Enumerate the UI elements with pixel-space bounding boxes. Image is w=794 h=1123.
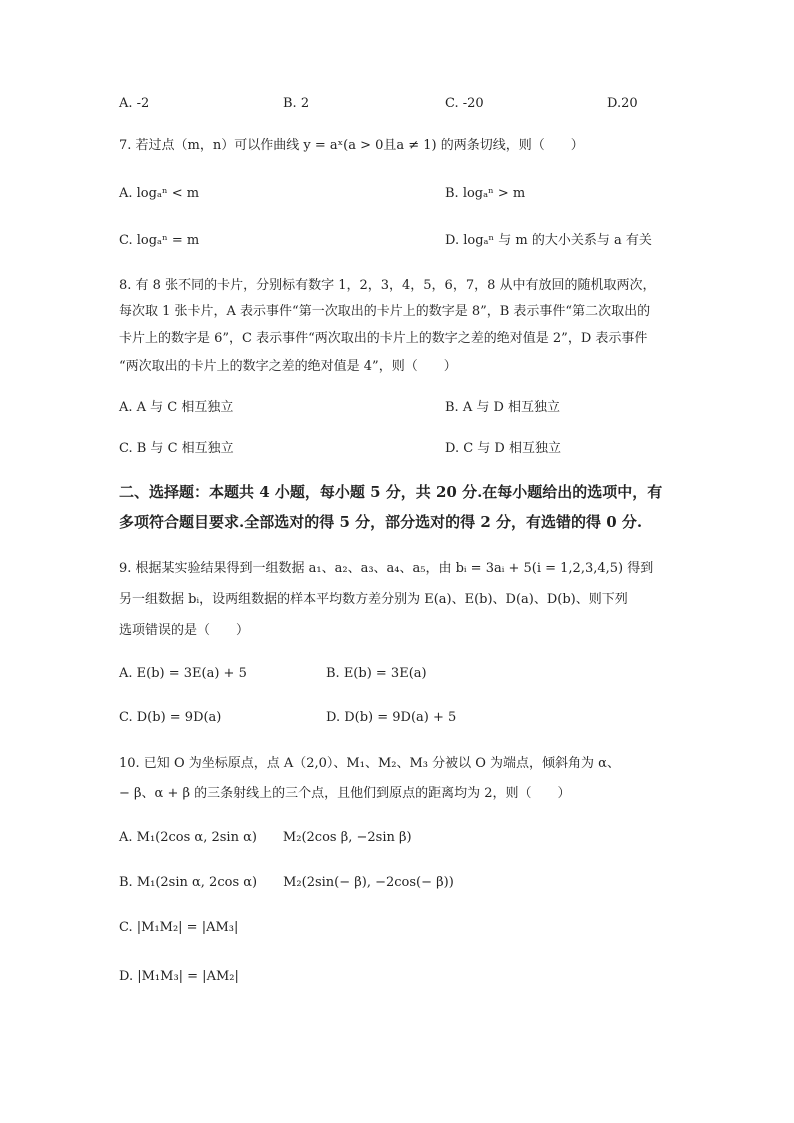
q10-option-a: A. M₁(2cos α, 2sin α) M₂(2cos β, −2sin β) — [119, 830, 412, 845]
q10-stem-line-1: 10. 已知 O 为坐标原点，点 A（2,0）、M₁、M₂、M₃ 分被以 O 为端点，倾斜角为 α、 — [119, 756, 620, 771]
q7-option-c: C. logₐⁿ = m — [119, 233, 200, 248]
q8-option-b: B. A 与 D 相互独立 — [445, 400, 561, 415]
q9-option-d: D. D(b) = 9D(a) + 5 — [326, 710, 457, 725]
q6-option-b: B. 2 — [283, 96, 310, 111]
q9-stem-line-2: 另一组数据 bᵢ，设两组数据的样本平均数方差分别为 E(a)、E(b)、D(a)、D(b)、则下列 — [119, 592, 628, 607]
q8-option-c: C. B 与 C 相互独立 — [119, 441, 234, 456]
q7-option-b: B. logₐⁿ > m — [445, 186, 526, 201]
q9-option-b: B. E(b) = 3E(a) — [326, 666, 427, 681]
q8-stem-line-2: 每次取 1 张卡片，A 表示事件“第一次取出的卡片上的数字是 8”，B 表示事件“第二次取出的 — [119, 304, 651, 319]
q7-option-d: D. logₐⁿ 与 m 的大小关系与 a 有关 — [445, 233, 652, 248]
q6-option-c: C. -20 — [445, 96, 484, 111]
q7-stem: 7. 若过点（m，n）可以作曲线 y = aˣ(a > 0且a ≠ 1) 的两条切线，则（ ） — [119, 138, 584, 153]
q8-stem-line-4: “两次取出的卡片上的数字之差的绝对值是 4”，则（ ） — [119, 359, 457, 374]
q9-stem-line-3: 选项错误的是（ ） — [119, 623, 250, 638]
q6-option-a: A. -2 — [119, 96, 150, 111]
q9-stem-line-1: 9. 根据某实验结果得到一组数据 a₁、a₂、a₃、a₄、a₅，由 bᵢ = 3aᵢ + 5(i = 1,2,3,4,5) 得到 — [119, 561, 654, 576]
q8-option-a: A. A 与 C 相互独立 — [119, 400, 234, 415]
section-2-heading-line-1: 二、选择题：本题共 4 小题，每小题 5 分，共 20 分.在每小题给出的选项中，有 — [119, 483, 663, 501]
q9-option-c: C. D(b) = 9D(a) — [119, 710, 222, 725]
q10-option-c: C. |M₁M₂| = |AM₃| — [119, 920, 239, 935]
q10-stem-line-2: − β、α + β 的三条射线上的三个点，且他们到原点的距离均为 2，则（ ） — [119, 786, 571, 801]
q6-option-d: D.20 — [607, 96, 638, 111]
section-2-heading-line-2: 多项符合题目要求.全部选对的得 5 分，部分选对的得 2 分，有选错的得 0 分. — [119, 513, 643, 531]
q8-stem-line-1: 8. 有 8 张不同的卡片，分别标有数字 1，2，3，4，5，6，7，8 从中有放回的随机取两次， — [119, 278, 656, 293]
q10-option-b: B. M₁(2sin α, 2cos α) M₂(2sin(− β), −2cos(− β)) — [119, 875, 454, 890]
q8-option-d: D. C 与 D 相互独立 — [445, 441, 561, 456]
q9-option-a: A. E(b) = 3E(a) + 5 — [119, 666, 247, 681]
q7-option-a: A. logₐⁿ < m — [119, 186, 200, 201]
q8-stem-line-3: 卡片上的数字是 6”，C 表示事件“两次取出的卡片上的数字之差的绝对值是 2”，D 表示事件 — [119, 331, 648, 346]
q10-option-d: D. |M₁M₃| = |AM₂| — [119, 969, 239, 984]
